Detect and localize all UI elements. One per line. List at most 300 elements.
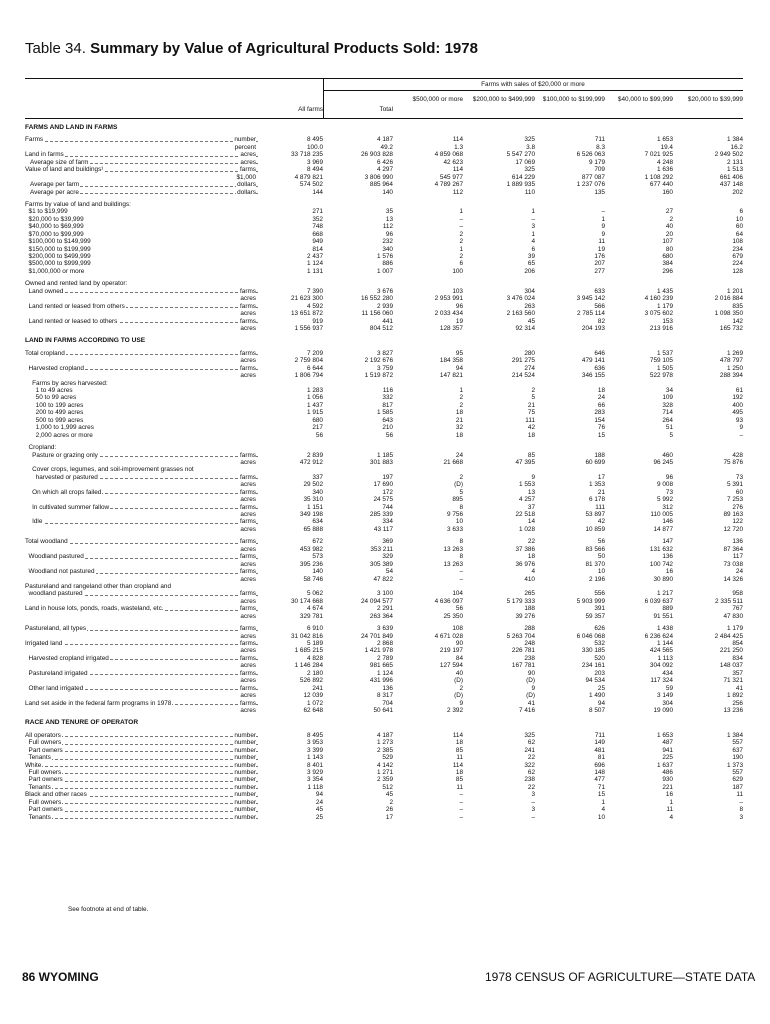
table-cell: 1 <box>669 798 673 806</box>
table-cell: 395 236 <box>299 560 323 568</box>
table-row <box>25 144 743 151</box>
table-cell: 59 357 <box>585 612 605 620</box>
row-label-text: Total cropland <box>25 349 65 357</box>
table-row <box>25 762 743 769</box>
table-cell: 304 <box>524 287 535 295</box>
row-unit: acres <box>240 158 256 166</box>
table-cell: 2 839 <box>307 451 323 459</box>
table-row <box>25 166 743 173</box>
table-cell: 1 028 <box>519 525 535 533</box>
table-cell: 47 822 <box>373 575 393 583</box>
table-cell: 352 <box>312 215 323 223</box>
table-cell: 241 <box>524 746 535 754</box>
table-cell: – <box>739 431 743 439</box>
table-cell: 854 <box>732 640 743 647</box>
table-cell: 22 <box>527 783 535 791</box>
table-cell: 711 <box>594 136 605 144</box>
table-cell: 4 674 <box>307 605 323 613</box>
table-row <box>25 598 743 605</box>
table-cell: 5 <box>531 394 535 402</box>
row-label-text: $1 to $19,999 <box>25 208 68 216</box>
table-cell: 1 201 <box>727 287 743 295</box>
table-cell: 21 <box>455 416 463 424</box>
table-cell: 18 <box>455 431 463 439</box>
table-cell: 85 <box>455 776 463 784</box>
row-label-text: In cultivated summer fallow <box>25 503 110 511</box>
row-label-text: Land set aside in the federal farm programs in 1978 <box>25 699 172 707</box>
row-unit: $1,000 <box>236 173 256 181</box>
table-cell: 636 <box>594 364 605 372</box>
table-cell: 1 384 <box>727 136 743 144</box>
table-cell: 213 916 <box>649 324 673 332</box>
table-cell: 9 <box>531 684 535 692</box>
table-cell: 109 <box>662 394 673 402</box>
table-cell: 35 <box>385 208 393 216</box>
table-cell: 64 <box>735 230 743 238</box>
table-cell: 3 929 <box>307 769 323 776</box>
table-cell: 41 <box>527 699 535 707</box>
table-cell: 877 087 <box>581 173 605 181</box>
table-cell: 1 283 <box>307 387 323 394</box>
table-cell: 889 <box>662 605 673 613</box>
row-label <box>25 605 258 612</box>
row-label <box>25 633 258 640</box>
table-cell: 10 <box>597 813 605 821</box>
table-cell: 25 <box>315 813 323 821</box>
table-cell: 895 <box>452 496 463 504</box>
table-row <box>25 719 743 726</box>
row-unit: acres <box>240 151 256 159</box>
table-cell: 165 732 <box>719 324 743 332</box>
table-cell: 1 <box>459 245 463 253</box>
table-cell: 424 565 <box>649 647 673 655</box>
table-cell: 24 701 849 <box>361 632 393 640</box>
table-cell: 21 623 300 <box>291 295 323 303</box>
table-cell: 15 <box>597 791 605 799</box>
table-cell: 4 592 <box>307 302 323 310</box>
table-cell: 8 494 <box>307 166 323 174</box>
row-label <box>25 365 258 372</box>
table-cell: 59 <box>665 684 673 692</box>
table-cell <box>323 466 393 473</box>
table-cell: 10 859 <box>585 525 605 533</box>
table-cell <box>393 444 463 451</box>
table-cell: 12 720 <box>723 525 743 533</box>
table-cell: 2 163 560 <box>506 310 535 318</box>
table-cell: 2 953 991 <box>434 295 463 303</box>
row-unit: number <box>234 791 256 799</box>
table-cell: 7 390 <box>307 287 323 295</box>
row-label-text: Harvested cropland <box>25 364 84 372</box>
table-cell <box>323 380 393 387</box>
table-cell: 277 <box>594 267 605 275</box>
table-cell: 1 108 292 <box>644 173 673 181</box>
table-cell: 1 889 935 <box>506 181 535 189</box>
table-body <box>25 124 743 821</box>
table-cell: 154 <box>594 416 605 424</box>
table-cell: 2 <box>531 387 535 394</box>
table-cell: 633 <box>594 287 605 295</box>
table-cell: 2 785 114 <box>577 310 605 318</box>
table-cell: 1 <box>601 215 605 223</box>
table-cell: 668 <box>312 230 323 238</box>
table-cell <box>463 380 535 387</box>
table-cell <box>535 583 605 590</box>
table-row <box>25 365 743 372</box>
table-cell: – <box>459 568 463 576</box>
row-label <box>25 598 258 605</box>
table-cell: 56 <box>597 538 605 546</box>
table-cell <box>673 583 743 590</box>
table-cell: 18 <box>455 409 463 417</box>
row-label-text: $1,000,000 or more <box>25 267 85 275</box>
table-cell: 42 <box>527 424 535 432</box>
table-cell: 2 949 502 <box>714 151 743 159</box>
table-cell: 479 141 <box>581 357 605 365</box>
table-cell: 614 229 <box>511 173 535 181</box>
table-cell: 32 <box>455 424 463 432</box>
table-cell: 256 <box>732 699 743 707</box>
table-cell: 629 <box>732 776 743 784</box>
table-cell: 3 354 <box>307 776 323 784</box>
table-cell: 2 131 <box>727 158 743 166</box>
table-cell: 160 <box>662 188 673 196</box>
table-row <box>25 605 743 612</box>
table-cell: 2 385 <box>377 746 393 754</box>
table-cell: 481 <box>594 746 605 754</box>
table-cell: 14 326 <box>723 575 743 583</box>
row-label <box>25 288 258 295</box>
page-state: 86 WYOMING <box>22 970 99 984</box>
table-row <box>25 246 743 253</box>
row-label <box>25 295 258 302</box>
table-cell: 930 <box>662 776 673 784</box>
row-label <box>25 613 258 620</box>
table-cell <box>258 280 323 287</box>
table-cell <box>535 280 605 287</box>
table-row <box>25 357 743 364</box>
table-cell: 62 648 <box>303 706 323 714</box>
row-label-text: Cover crops, legumes, and soil-improvement grasses not <box>25 466 194 474</box>
table-cell <box>463 201 535 208</box>
row-label-text: Pasture or grazing only <box>25 451 98 459</box>
table-row <box>25 692 743 699</box>
table-row <box>25 268 743 275</box>
table-cell: 90 <box>455 640 463 647</box>
table-cell: 288 <box>524 625 535 633</box>
row-label <box>25 799 258 806</box>
table-cell <box>393 201 463 208</box>
table-cell: 1 353 <box>589 481 605 489</box>
table-cell: 6 <box>531 245 535 253</box>
row-label <box>25 136 258 143</box>
footnote: See footnote at end of table. <box>68 906 149 913</box>
row-label <box>25 260 258 267</box>
table-cell: 1 438 <box>657 625 673 633</box>
table-cell: 24 575 <box>373 496 393 504</box>
table-cell: 184 358 <box>439 357 463 365</box>
table-cell: 834 <box>732 654 743 662</box>
table-cell: 188 <box>594 451 605 459</box>
table-cell: 6 <box>459 260 463 268</box>
table-cell: 22 <box>527 754 535 762</box>
row-unit: farms <box>240 669 256 677</box>
row-unit: number <box>234 761 256 769</box>
row-label-text: 50 to 99 acres <box>25 394 77 402</box>
table-cell: 54 <box>385 568 393 576</box>
table-cell: 2 789 <box>377 654 393 662</box>
table-cell: 51 <box>665 424 673 432</box>
table-cell: 96 245 <box>653 458 673 466</box>
table-cell: 529 <box>382 754 393 762</box>
row-unit: farms <box>240 590 256 598</box>
table-cell: 96 <box>665 473 673 481</box>
table-cell: 110 <box>524 188 535 196</box>
table-cell: 9 179 <box>589 158 605 166</box>
table-cell: 122 <box>732 518 743 526</box>
table-cell: 3 806 990 <box>364 173 393 181</box>
row-label-text: Value of land and buildings¹ <box>25 166 104 174</box>
section-heading: RACE AND TENURE OF OPERATOR <box>25 719 139 727</box>
table-row <box>25 583 743 590</box>
table-cell: 2 033 434 <box>434 310 463 318</box>
leader-dots <box>25 759 258 760</box>
table-cell: 21 <box>597 488 605 496</box>
row-unit: dollars <box>237 181 256 189</box>
table-cell: 35 310 <box>303 496 323 504</box>
row-label-text: Land in house lots, ponds, roads, wasteland, etc. <box>25 605 164 613</box>
table-cell: 37 386 <box>515 545 535 553</box>
table-cell: 325 <box>524 731 535 739</box>
row-label-text: Irrigated land <box>25 640 63 647</box>
table-cell: 672 <box>312 538 323 546</box>
table-cell: 190 <box>732 754 743 762</box>
table-cell: 3 759 <box>377 364 393 372</box>
table-cell: 744 <box>382 503 393 511</box>
table-cell <box>535 380 605 387</box>
table-row <box>25 474 743 481</box>
table-cell: 6 644 <box>307 364 323 372</box>
table-cell: 340 <box>382 245 393 253</box>
table-cell <box>258 466 323 473</box>
table-cell: 232 <box>382 238 393 246</box>
table-cell: 1 653 <box>657 136 673 144</box>
row-unit: acres <box>240 295 256 303</box>
row-unit: number <box>234 754 256 762</box>
table-cell: 144 <box>312 188 323 196</box>
table-cell: 5 547 270 <box>506 151 535 159</box>
row-unit: farms <box>240 640 256 647</box>
row-label <box>25 568 258 575</box>
row-unit: farms <box>240 287 256 295</box>
row-label-text: Farms by value of land and buildings: <box>25 200 131 208</box>
table-cell: 441 <box>382 317 393 325</box>
row-label <box>25 166 258 173</box>
table-cell: 114 <box>452 731 463 739</box>
table-cell: 117 <box>732 553 743 561</box>
row-label <box>25 402 258 409</box>
table-cell: 25 <box>597 684 605 692</box>
table-cell: 5 189 <box>307 640 323 647</box>
row-label-text: Owned and rented land by operator: <box>25 280 128 288</box>
row-label-text: On which all crops failed <box>25 488 102 496</box>
table-row <box>25 625 743 632</box>
table-cell: 110 005 <box>650 511 673 518</box>
table-cell: 10 <box>455 518 463 526</box>
table-row <box>25 561 743 568</box>
table-row <box>25 151 743 158</box>
row-label <box>25 518 258 525</box>
table-cell: 1 806 794 <box>294 372 323 380</box>
table-cell <box>673 466 743 473</box>
table-cell: 128 <box>732 267 743 275</box>
table-cell: 2 <box>459 230 463 238</box>
table-cell: 2 <box>459 253 463 260</box>
row-unit: acres <box>240 706 256 714</box>
row-label <box>25 474 258 481</box>
table-cell: 1 585 <box>377 409 393 417</box>
table-row <box>25 310 743 317</box>
table-cell: 814 <box>312 245 323 253</box>
table-cell: 16 552 280 <box>361 295 393 303</box>
table-cell: 696 <box>594 761 605 769</box>
row-label-text: Part owners <box>25 776 63 784</box>
table-cell: 328 <box>662 401 673 409</box>
table-cell <box>673 380 743 387</box>
table-cell: 7 209 <box>307 349 323 357</box>
table-cell: 334 <box>382 518 393 526</box>
table-cell: 8 <box>739 806 743 814</box>
table-cell: 11 <box>456 754 463 762</box>
table-row <box>25 231 743 238</box>
table-heading: Summary by Value of Agricultural Products Sold: <box>90 40 441 57</box>
table-row <box>25 189 743 196</box>
table-cell: – <box>601 208 605 216</box>
table-cell: 19 <box>597 245 605 253</box>
row-label-text: Cropland: <box>25 444 57 452</box>
table-cell: 271 <box>312 208 323 216</box>
table-cell: 1 685 215 <box>294 647 323 655</box>
table-cell: 3 <box>739 813 743 821</box>
row-unit: farms <box>240 503 256 511</box>
table-cell: 42 623 <box>443 158 463 166</box>
table-cell: 3 075 602 <box>644 310 673 318</box>
table-cell: 1 <box>531 230 535 238</box>
table-cell: 1 217 <box>657 590 673 598</box>
table-cell: 225 <box>662 754 673 762</box>
table-cell: 14 877 <box>653 525 673 533</box>
table-cell: 486 <box>662 769 673 776</box>
row-label-text: harvested or pastured <box>25 473 98 481</box>
table-cell: 111 <box>525 416 535 424</box>
row-label <box>25 481 258 488</box>
table-cell: 4 187 <box>377 731 393 739</box>
table-cell: 96 <box>385 230 393 238</box>
table-cell: 93 <box>735 416 743 424</box>
table-cell <box>605 444 673 451</box>
table-cell: 15 <box>597 431 605 439</box>
row-label <box>25 762 258 769</box>
table-cell: 291 275 <box>511 357 535 365</box>
table-cell: 96 <box>455 302 463 310</box>
table-cell: 1 124 <box>377 669 393 677</box>
table-row <box>25 776 743 783</box>
table-cell: 472 912 <box>299 458 323 466</box>
row-label <box>25 732 258 739</box>
table-cell: 1 144 <box>657 640 673 647</box>
table-cell: 148 037 <box>719 662 743 670</box>
table-cell: – <box>531 798 535 806</box>
table-row <box>25 568 743 575</box>
table-cell: 241 <box>312 684 323 692</box>
table-cell: (D) <box>454 481 463 489</box>
table-cell: 1 <box>531 208 535 216</box>
table-cell: – <box>459 813 463 821</box>
table-cell: 4 671 028 <box>434 632 463 640</box>
row-label <box>25 144 258 151</box>
table-cell: 26 <box>385 806 393 814</box>
table-cell: 1 637 <box>657 761 673 769</box>
row-label-text: Other land irrigated <box>25 684 84 692</box>
table-cell: 2 484 425 <box>714 632 743 640</box>
table-cell: 495 <box>732 409 743 417</box>
table-cell: 6 039 637 <box>644 597 673 605</box>
table-cell: 8 495 <box>307 731 323 739</box>
table-cell: 92 314 <box>515 324 535 332</box>
table-row <box>25 814 743 821</box>
table-cell: 346 155 <box>581 372 605 380</box>
row-label-text: $40,000 to $69,999 <box>25 223 84 231</box>
table-row <box>25 424 743 431</box>
table-cell: 103 <box>452 287 463 295</box>
table-cell: 85 <box>527 451 535 459</box>
table-cell: 45 <box>385 791 393 799</box>
table-cell: 95 <box>455 349 463 357</box>
table-cell: 21 <box>527 401 535 409</box>
table-cell: 25 350 <box>443 612 463 620</box>
table-row <box>25 387 743 394</box>
column-header: All farms <box>298 106 323 113</box>
row-label <box>25 685 258 692</box>
table-cell: 7 416 <box>519 706 535 714</box>
table-cell: 3 676 <box>377 287 393 295</box>
table-cell: 263 364 <box>369 612 393 620</box>
row-label-text: woodland pastured <box>25 590 83 598</box>
table-cell: 2 868 <box>377 640 393 647</box>
table-cell: 73 <box>665 488 673 496</box>
row-unit: farms <box>240 473 256 481</box>
row-label <box>25 432 258 439</box>
table-cell: 7 021 925 <box>644 151 673 159</box>
table-cell: 1 113 <box>657 654 673 662</box>
table-row <box>25 655 743 662</box>
table-row <box>25 526 743 533</box>
table-cell: 434 <box>662 669 673 677</box>
row-unit: acres <box>240 310 256 318</box>
row-unit: acres <box>240 575 256 583</box>
table-cell: 677 440 <box>649 181 673 189</box>
table-cell: 8 495 <box>307 136 323 144</box>
table-cell <box>258 583 323 590</box>
table-cell: 1 098 350 <box>714 310 743 318</box>
table-cell: 9 <box>601 223 605 231</box>
table-cell: 6 178 <box>589 496 605 504</box>
table-cell <box>258 380 323 387</box>
table-cell: 66 <box>597 401 605 409</box>
row-label <box>25 769 258 776</box>
table-row <box>25 337 743 344</box>
table-cell: 39 276 <box>515 612 535 620</box>
